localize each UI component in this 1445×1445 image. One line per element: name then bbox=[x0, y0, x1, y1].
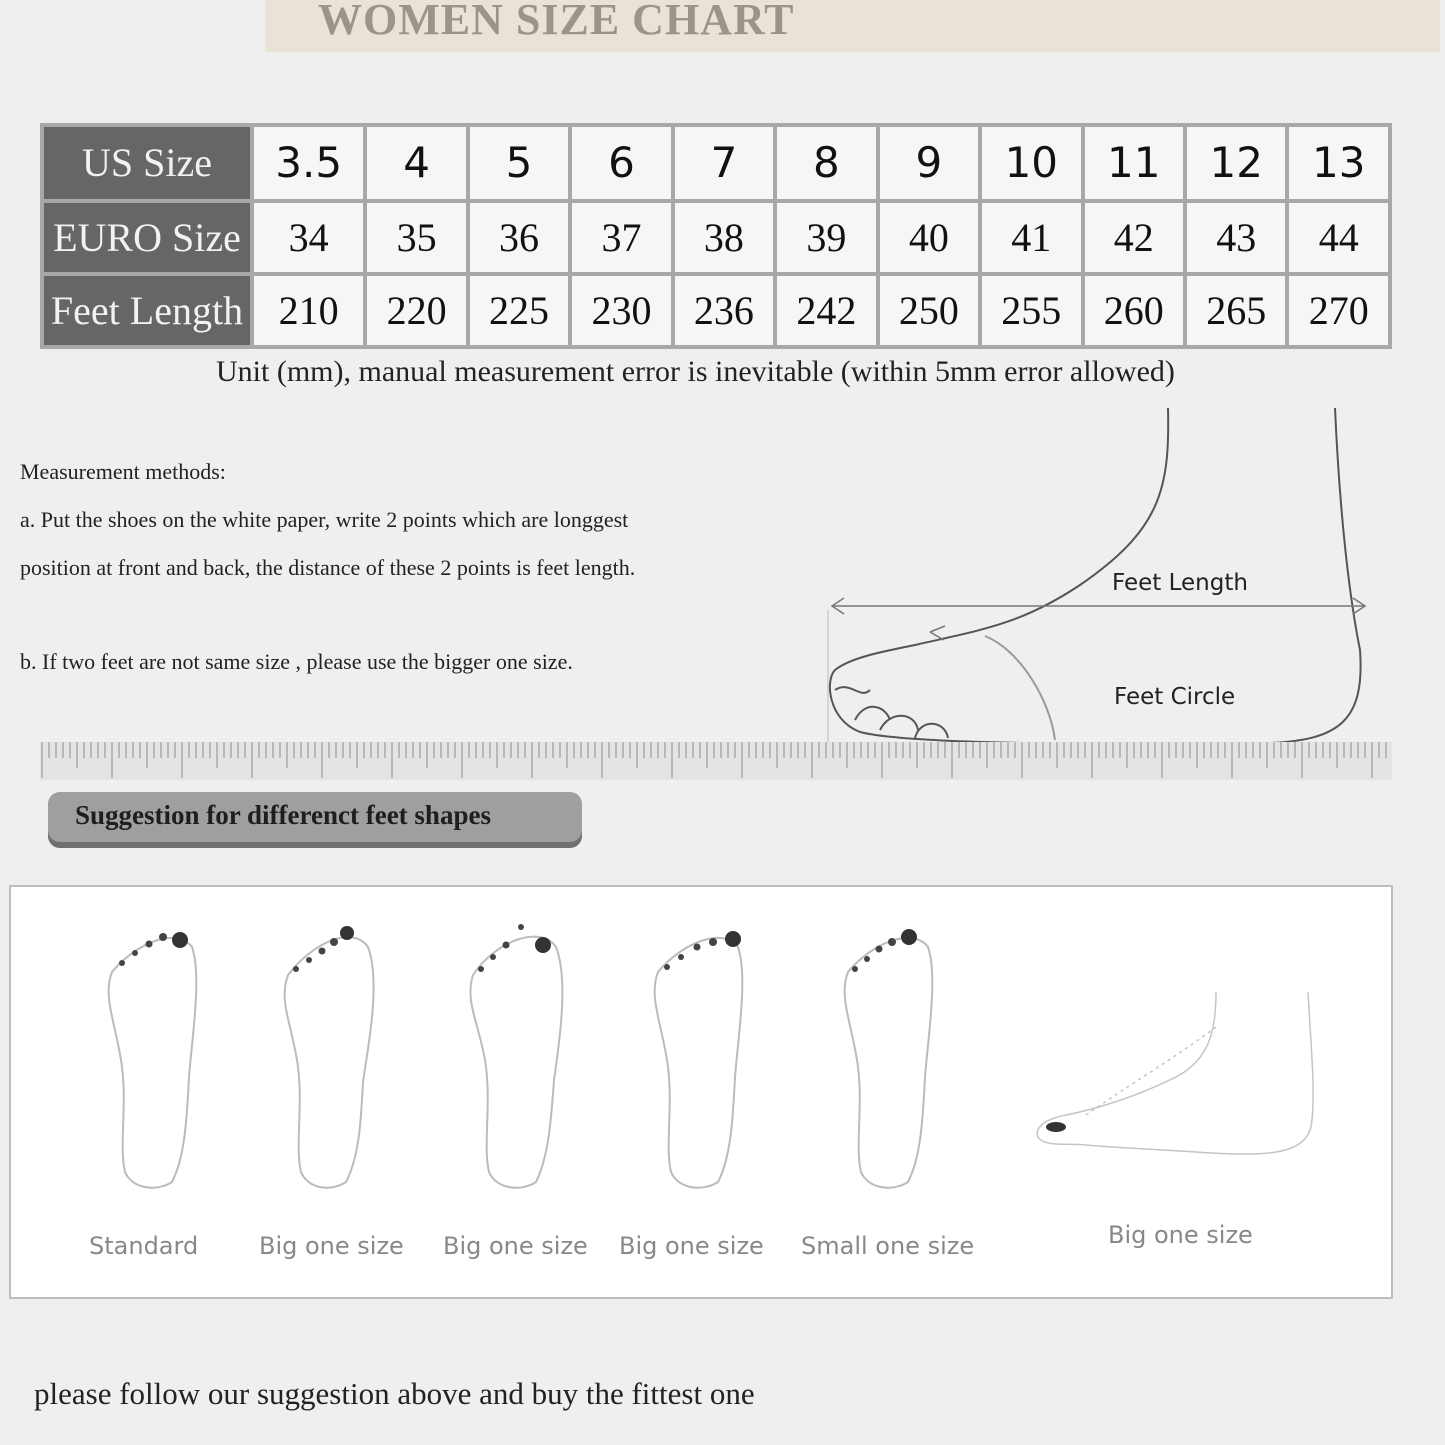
table-cell: 4 bbox=[365, 125, 467, 201]
table-cell: 3.5 bbox=[252, 125, 365, 201]
table-cell: 5 bbox=[468, 125, 570, 201]
suggestion-banner bbox=[48, 792, 582, 842]
foot-standard-icon bbox=[97, 917, 207, 1192]
footer-note: please follow our suggestion above and buy the fittest one bbox=[34, 1376, 755, 1411]
table-cell: 255 bbox=[980, 274, 1082, 347]
foot-big-size-3-icon bbox=[643, 917, 753, 1192]
row-header: Feet Length bbox=[42, 274, 252, 347]
table-cell: 42 bbox=[1083, 201, 1185, 274]
table-cell: 40 bbox=[878, 201, 980, 274]
ruler bbox=[40, 742, 1392, 782]
table-cell: 12 bbox=[1185, 125, 1287, 201]
foot-label-big-3: Big one size bbox=[619, 1232, 764, 1260]
toe-lines bbox=[835, 687, 948, 738]
table-cell: 270 bbox=[1287, 274, 1390, 347]
table-cell: 8 bbox=[775, 125, 877, 201]
table-cell: 35 bbox=[365, 201, 467, 274]
suggestion-title: Suggestion for differenct feet shapes bbox=[75, 800, 491, 830]
feet-circle-label: Feet Circle bbox=[1114, 684, 1236, 710]
table-cell: 236 bbox=[673, 274, 775, 347]
foot-label-standard: Standard bbox=[89, 1232, 199, 1260]
method-a-line1: a. Put the shoes on the white paper, write 2 points which are longgest bbox=[20, 507, 629, 532]
table-cell: 242 bbox=[775, 274, 877, 347]
table-cell: 11 bbox=[1083, 125, 1185, 201]
table-cell: 220 bbox=[365, 274, 467, 347]
table-row-us bbox=[42, 125, 1390, 201]
foot-outline bbox=[830, 408, 1361, 744]
table-cell: 38 bbox=[673, 201, 775, 274]
page-title: WOMEN SIZE CHART bbox=[318, 0, 795, 44]
table-cell: 41 bbox=[980, 201, 1082, 274]
row-header: EURO Size bbox=[42, 201, 252, 274]
foot-small-size-icon bbox=[833, 917, 943, 1192]
foot-label-side: Big one size bbox=[1108, 1221, 1253, 1249]
table-cell: 7 bbox=[673, 125, 775, 201]
foot-side-icon bbox=[1026, 987, 1326, 1162]
circle-line bbox=[985, 636, 1055, 740]
table-cell: 260 bbox=[1083, 274, 1185, 347]
table-cell: 37 bbox=[570, 201, 672, 274]
table-cell: 10 bbox=[980, 125, 1082, 201]
foot-label-small: Small one size bbox=[801, 1232, 975, 1260]
size-table bbox=[40, 123, 1392, 349]
feet-shapes-panel bbox=[9, 885, 1393, 1299]
table-cell: 225 bbox=[468, 274, 570, 347]
unit-note: Unit (mm), manual measurement error is inevitable (within 5mm error allowed) bbox=[216, 355, 1175, 388]
measurement-methods bbox=[20, 448, 635, 686]
row-header: US Size bbox=[42, 125, 252, 201]
table-cell: 36 bbox=[468, 201, 570, 274]
method-a-line2: position at front and back, the distance of these 2 points is feet length. bbox=[20, 555, 636, 580]
foot-big-size-1-icon bbox=[273, 917, 383, 1192]
table-cell: 44 bbox=[1287, 201, 1390, 274]
table-row-length bbox=[42, 274, 1390, 347]
table-cell: 39 bbox=[775, 201, 877, 274]
foot-measure-diagram bbox=[820, 400, 1390, 750]
table-cell: 230 bbox=[570, 274, 672, 347]
methods-heading: Measurement methods: bbox=[20, 459, 226, 484]
foot-big-size-2-icon bbox=[461, 915, 571, 1192]
table-cell: 9 bbox=[878, 125, 980, 201]
table-cell: 250 bbox=[878, 274, 980, 347]
table-row-euro bbox=[42, 201, 1390, 274]
table-cell: 13 bbox=[1287, 125, 1390, 201]
foot-label-big-1: Big one size bbox=[259, 1232, 404, 1260]
table-cell: 43 bbox=[1185, 201, 1287, 274]
table-cell: 34 bbox=[252, 201, 365, 274]
feet-length-label: Feet Length bbox=[1112, 570, 1248, 596]
table-cell: 265 bbox=[1185, 274, 1287, 347]
table-cell: 6 bbox=[570, 125, 672, 201]
table-cell: 210 bbox=[252, 274, 365, 347]
method-b: b. If two feet are not same size , please use the bigger one size. bbox=[20, 649, 573, 674]
foot-label-big-2: Big one size bbox=[443, 1232, 588, 1260]
